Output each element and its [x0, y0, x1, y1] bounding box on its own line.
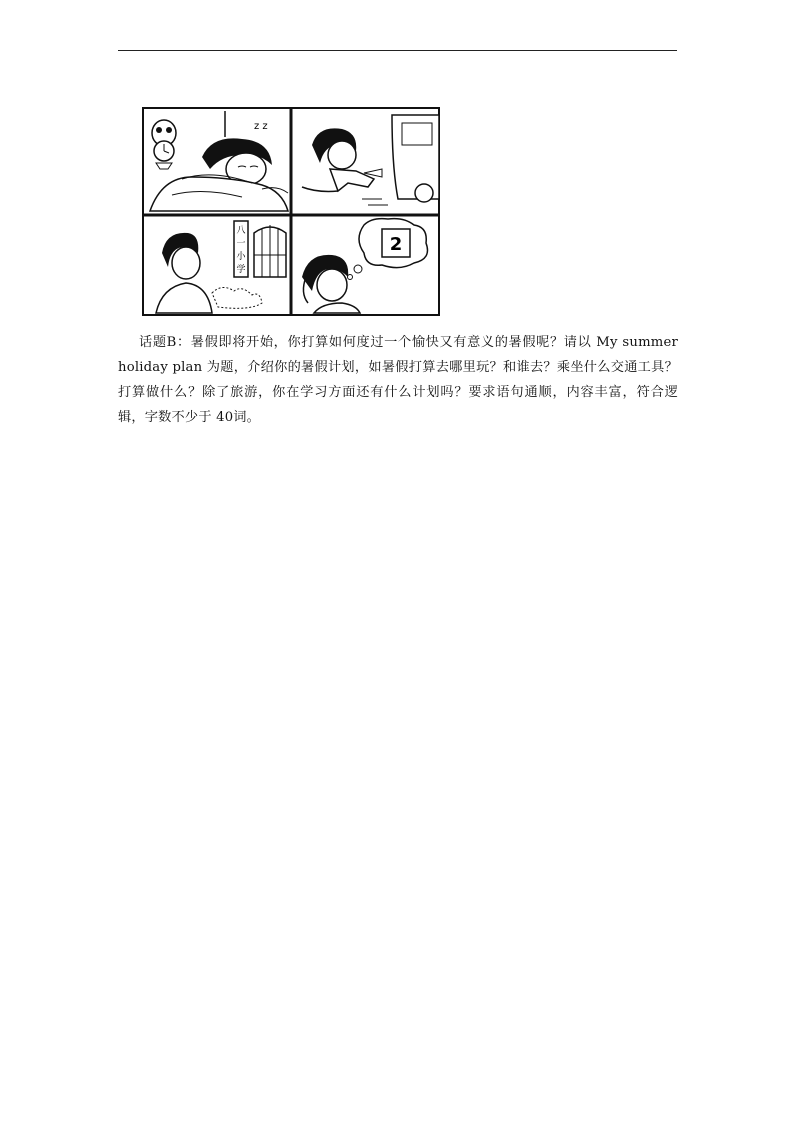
sign-char-1: 八	[236, 226, 246, 236]
topic-paragraph: 话题B：暑假即将开始，你打算如何度过一个愉快又有意义的暑假呢？请以 My summer holiday plan 为题，介绍你的暑假计划，如暑假打算去哪里玩？和谁去？乘坐什么交通工具？打算做什么？除了旅游，你在学习方面还有什么计划吗？要求语句通顺，内容丰富，符合逻辑，字数不少于 40词。	[118, 335, 678, 425]
comic-illustration	[142, 107, 440, 316]
sign-char-4: 学	[236, 265, 246, 275]
calendar-date-number: 2	[389, 234, 403, 255]
topic-b-prompt	[118, 330, 678, 430]
sleep-z-text: z z	[254, 121, 268, 132]
comic-strip	[142, 107, 440, 316]
school-gate	[254, 225, 286, 277]
header-rule	[118, 50, 677, 51]
sign-char-3: 小	[236, 252, 246, 262]
sign-char-2: 一	[236, 239, 246, 249]
